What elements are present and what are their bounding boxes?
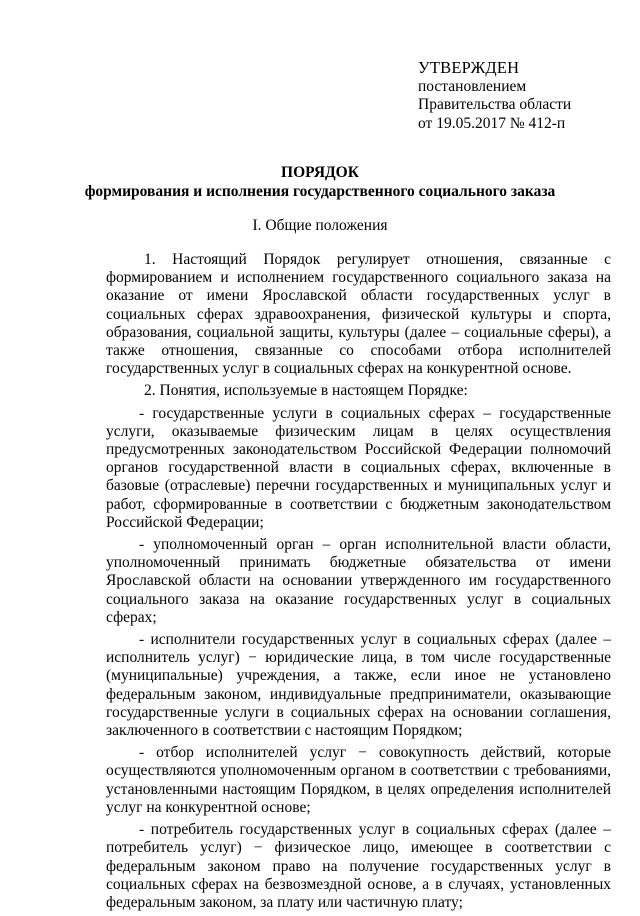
- approval-line-1: постановлением: [418, 77, 527, 95]
- definition-item: - государственные услуги в социальных сферах – государственные услуги, оказываемые физическим лицам в целях осуществления предусмотренных законодательством Российской Федерации полномочий органов государственной власти в социальных сферах, включенные в базовые (отраслевые) перечни государственных и муниципальных услуг и работ, сформированные в соответствии с бюджетным законодательством Российской Федерации;: [106, 404, 611, 531]
- approval-line-3: от 19.05.2017 № 412-п: [418, 114, 566, 132]
- document-subtitle: формирования и исполнения государственного социального заказа: [84, 183, 556, 200]
- document-body: [106, 251, 611, 916]
- document-title: ПОРЯДОК: [281, 164, 359, 181]
- definition-item: - отбор исполнителей услуг − совокупность действий, которые осуществляются уполномоченным органом в соответствии с требованиями, установленными настоящим Порядком, в целях определения исполнителей услуг на конкурентной основе;: [106, 744, 611, 816]
- approval-title: УТВЕРЖДЕН: [418, 58, 520, 77]
- paragraph-2: 2. Понятия, используемые в настоящем Порядке:: [144, 382, 468, 400]
- definition-item: - исполнители государственных услуг в социальных сферах (далее – исполнитель услуг) − юридические лица, в том числе государственные (муниципальные) учреждения, а также, если иное не установлено федеральным законом, индивидуальные предприниматели, оказывающие государственные услуги в социальных сферах на основании соглашения, заключенного в соответствии с настоящим Порядком;: [106, 631, 611, 740]
- approval-stamp: [418, 59, 571, 133]
- section-heading: I. Общие положения: [252, 217, 388, 234]
- definition-item: - уполномоченный орган – орган исполнительной власти области, уполномоченный принимать бюджетные обязательства от имени Ярославской области на основании утвержденного им государственного социального заказа на оказание государственных услуг в социальных сферах;: [106, 536, 611, 626]
- approval-line-2: Правительства области: [418, 96, 572, 113]
- definition-item: - потребитель государственных услуг в социальных сферах (далее – потребитель услуг) − физическое лицо, имеющее в соответствии с федеральным законом право на получение государственных услуг в социальных сферах на безвозмездной основе, а в случаях, установленных федеральным законом, за плату или частичную плату;: [106, 821, 611, 911]
- paragraph-1: 1. Настоящий Порядок регулирует отношения, связанные с формированием и исполнением государственного социального заказа на оказание от имени Ярославской области государственных услуг в социальных сферах здравоохранения, физической культуры и спорта, образования, социальной защиты, культуры (далее – социальные сферы), а также отношения, связанные со способами отбора исполнителей государственных услуг в социальных сферах на конкурентной основе.: [106, 251, 611, 378]
